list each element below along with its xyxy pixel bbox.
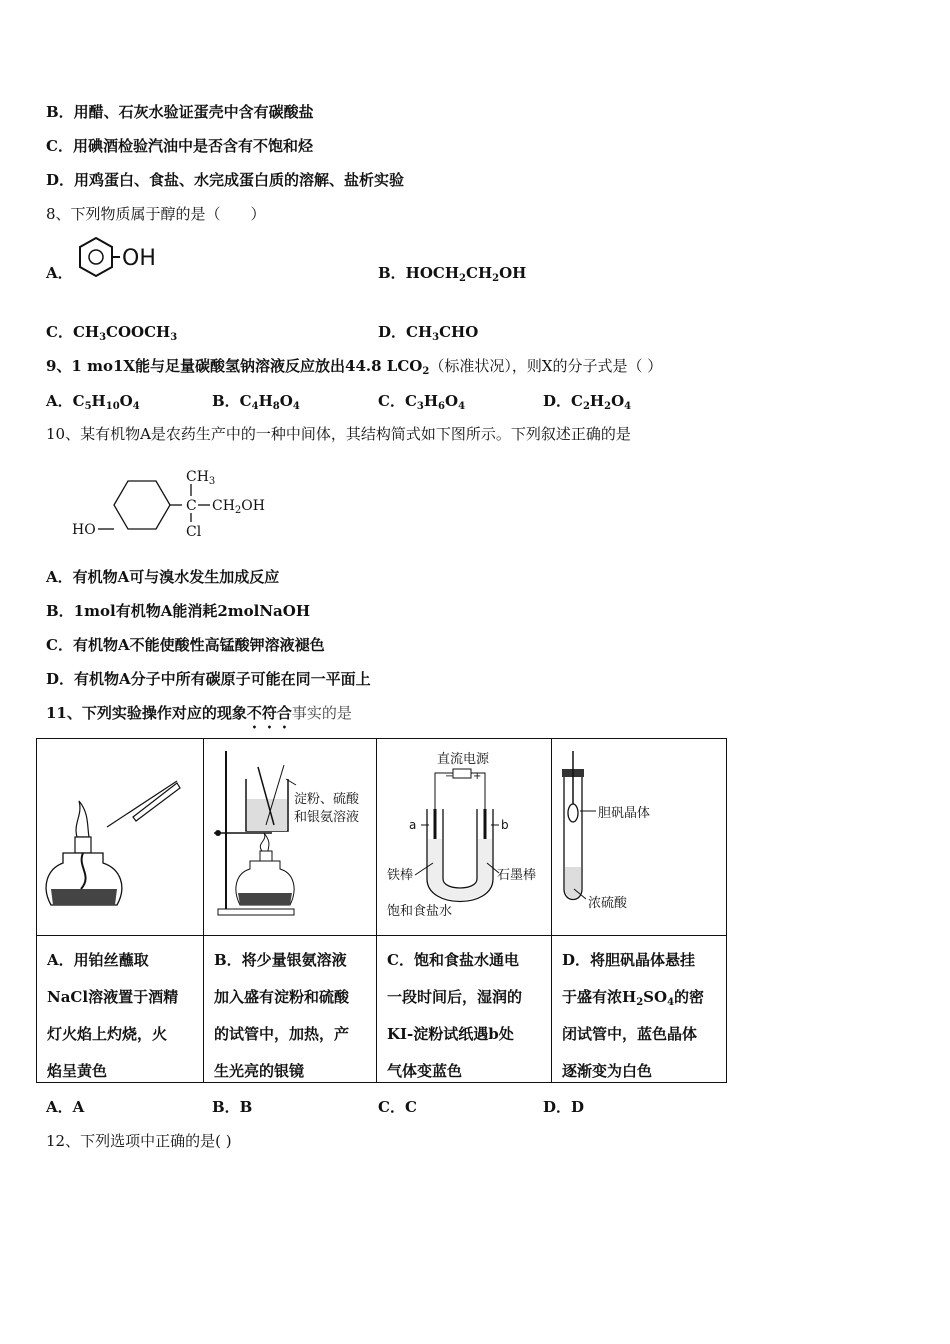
q9-option-d: D．$C_2H_2O_4$	[543, 392, 632, 412]
q11-emphasis: 不符合	[246, 704, 292, 722]
q10-option-c: C．有机物A不能使酸性高锰酸钾溶液褪色	[46, 636, 325, 654]
q11-answer-d: D．D	[543, 1098, 585, 1116]
q12-stem: 12、下列选项中正确的是( )	[46, 1132, 232, 1150]
plus-label: +	[473, 771, 482, 782]
caption-a: A．用铂丝蘸取 NaCl溶液置于酒精 灯火焰上灼烧，火 焰呈黄色	[37, 936, 204, 1083]
caption-b: B．将少量银氨溶液 加入盛有淀粉和硫酸 的试管中，加热，产 生光亮的银镜	[204, 936, 377, 1083]
q8-option-a-label: A．	[46, 264, 73, 282]
ho-label: HO	[72, 522, 96, 538]
phenol-oh-label: OH	[122, 246, 156, 271]
alcohol-lamp-figure	[37, 739, 203, 935]
q7-option-b: B．用醋、石灰水验证蛋壳中含有碳酸盐	[46, 103, 314, 121]
experiment-table	[36, 738, 727, 1083]
q11-answer-a: A．A	[46, 1098, 85, 1116]
compound-a-structure	[70, 462, 280, 542]
q8-option-c: C．$CH_3COOCH_3$	[46, 323, 178, 343]
q11-answer-c: C．C	[378, 1098, 417, 1116]
iron-rod-label: 铁棒	[387, 868, 414, 883]
q9-option-b: B．$C_4H_8O_4$	[212, 392, 300, 412]
acid-label: 浓硫酸	[588, 896, 628, 911]
water-bath-figure	[204, 739, 376, 935]
q10-option-a: A．有机物A可与溴水发生加成反应	[46, 568, 280, 586]
ch3-label: $CH_3$	[186, 469, 216, 487]
ch2oh-label: $CH_2OH$	[212, 498, 265, 516]
desiccation-figure	[552, 739, 726, 935]
q9-option-c: C．$C_3H_6O_4$	[378, 392, 466, 412]
q8-option-d: D．$CH_3CHO$	[378, 323, 479, 343]
electrolysis-figure	[377, 739, 551, 935]
caption-c: C．饱和食盐水通电 一段时间后，湿润的 KI-淀粉试纸遇b处 气体变蓝色	[377, 936, 552, 1083]
q10-stem: 10、某有机物A是农药生产中的一种中间体，其结构简式如下图所示。下列叙述正确的是	[46, 425, 631, 443]
label-a: a	[409, 818, 417, 832]
phenol-structure	[74, 232, 164, 286]
fig-b-label-2: 和银氨溶液	[294, 810, 360, 825]
cl-label: Cl	[186, 524, 202, 540]
figure-b-cell	[204, 739, 377, 936]
q10-option-d: D．有机物A分子中所有碳原子可能在同一平面上	[46, 670, 371, 688]
brine-label: 饱和食盐水	[387, 904, 453, 919]
fig-b-label-1: 淀粉、硫酸	[294, 792, 360, 807]
crystal-label: 胆矾晶体	[598, 806, 651, 821]
q8-stem: 8、下列物质属于醇的是（ ）	[46, 205, 266, 223]
label-b: b	[501, 818, 509, 832]
minus-label: −	[445, 771, 454, 782]
crystal-icon	[568, 804, 578, 822]
q7-option-d: D．用鸡蛋白、食盐、水完成蛋白质的溶解、盐析实验	[46, 171, 405, 189]
q11-stem: 11、下列实验操作对应的现象不符合事实的是	[46, 704, 352, 722]
graphite-rod-label: 石墨棒	[497, 868, 537, 883]
central-c-label: C	[186, 498, 197, 514]
q11-answer-b: B．B	[212, 1098, 253, 1116]
q10-option-b: B．1mol有机物A能消耗2molNaOH	[46, 602, 311, 620]
figure-d-cell	[552, 739, 727, 936]
figure-a-cell	[37, 739, 204, 936]
caption-d: D．将胆矾晶体悬挂 于盛有浓$H_2SO_4$的密 闭试管中，蓝色晶体 逐渐变为白色	[552, 936, 727, 1083]
q7-option-c: C．用碘酒检验汽油中是否含有不饱和烃	[46, 137, 313, 155]
q9-stem: 9、1 mo1X能与足量碳酸氢钠溶液反应放出44.8 $LCO_2$（标准状况），则X的分子式是（ ）	[46, 357, 663, 377]
q9-option-a: A．$C_5H_{10}O_4$	[46, 392, 140, 412]
power-supply-label: 直流电源	[437, 752, 490, 767]
flame-icon	[76, 801, 89, 837]
figure-c-cell	[377, 739, 552, 936]
q8-option-b: B．$HOCH_2CH_2OH$	[378, 264, 527, 284]
